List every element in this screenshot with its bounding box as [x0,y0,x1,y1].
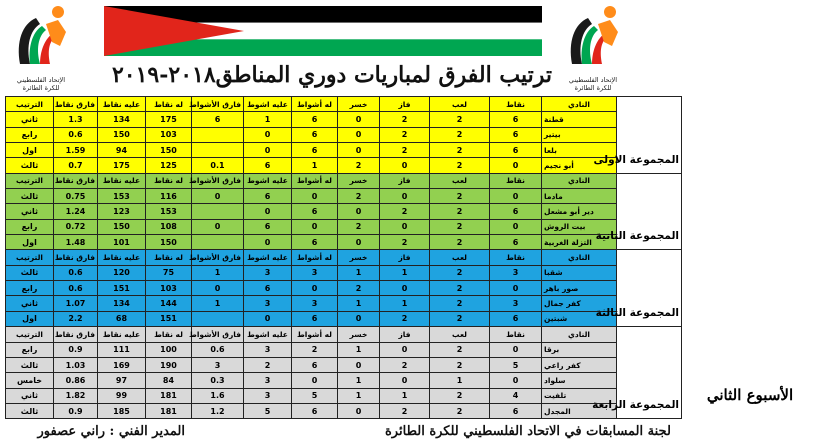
column-header: لعب [430,97,490,112]
stat-cell: 6 [244,189,292,204]
table-row [6,204,682,219]
team-name-cell: برقا [542,342,617,357]
stat-cell: 0 [338,204,380,219]
table-row [6,373,682,388]
group-header-row [6,97,682,112]
team-name-cell: المجدل [542,403,617,418]
stat-cell: ثالث [6,265,54,280]
stat-cell: 94 [98,143,146,158]
stat-cell: 0.9 [54,342,98,357]
stat-cell: 2 [338,189,380,204]
stat-cell: 0 [244,127,292,142]
table-row [6,127,682,142]
stat-cell: 1.2 [192,403,244,418]
stat-cell: 3 [244,265,292,280]
stat-cell: 6 [490,204,542,219]
table-row [6,158,682,173]
stat-cell: 1 [244,112,292,127]
stat-cell: 6 [490,112,542,127]
team-name-cell: سلواد [542,373,617,388]
team-name-cell: كفر راعي [542,357,617,372]
group-header-row [6,327,682,342]
stat-cell [192,235,244,250]
column-header: له نقاط [146,250,192,265]
column-header: النادي [542,250,617,265]
stat-cell: 103 [146,127,192,142]
stat-cell: 0.72 [54,219,98,234]
stat-cell: 6 [292,357,338,372]
stat-cell: 6 [292,112,338,127]
column-header: النادي [542,97,617,112]
group-label-cell: المجموعة الاولى [617,97,682,174]
stat-cell: 6 [490,235,542,250]
stat-cell: 6 [244,219,292,234]
stat-cell: 0.6 [54,265,98,280]
column-header: فارق الأشواط [192,173,244,188]
stat-cell: 2 [380,112,430,127]
stat-cell: 111 [98,342,146,357]
stat-cell: 6 [292,127,338,142]
stat-cell: 0.6 [192,342,244,357]
stat-cell: 185 [98,403,146,418]
stat-cell: 151 [146,311,192,326]
stat-cell: 6 [292,143,338,158]
stat-cell: 5 [292,388,338,403]
team-name-cell: بيتير [542,127,617,142]
stat-cell: 3 [244,388,292,403]
stat-cell: 2 [380,127,430,142]
team-name-cell: تلفيت [542,388,617,403]
team-name-cell: كفر جمال [542,296,617,311]
stat-cell: 2 [430,311,490,326]
stat-cell: رابع [6,127,54,142]
stat-cell: 2 [430,127,490,142]
stat-cell: 1 [380,265,430,280]
column-header: خسر [338,327,380,342]
stat-cell: 134 [98,112,146,127]
stat-cell: 2 [338,281,380,296]
column-header: نقاط [490,250,542,265]
stat-cell: 2 [338,219,380,234]
stat-cell: 0 [292,189,338,204]
stat-cell: 3 [244,342,292,357]
stat-cell: 2 [430,158,490,173]
stat-cell: 2 [380,235,430,250]
team-name-cell: بلعا [542,143,617,158]
column-header: له نقاط [146,327,192,342]
stat-cell: 68 [98,311,146,326]
team-name-cell: التزلة الغربية [542,235,617,250]
stat-cell: 2 [292,342,338,357]
stat-cell: رابع [6,219,54,234]
stat-cell: 103 [146,281,192,296]
stat-cell: 75 [146,265,192,280]
stat-cell: 2 [430,357,490,372]
team-name-cell: شقبا [542,265,617,280]
stat-cell: 0 [338,112,380,127]
stat-cell: 2 [430,388,490,403]
column-header: فارق نقاط [54,250,98,265]
column-header: عليه اشوط [244,250,292,265]
stat-cell: 108 [146,219,192,234]
column-header: فاز [380,250,430,265]
stat-cell: 0.6 [54,127,98,142]
column-header: الترتيب [6,97,54,112]
stat-cell: 1 [192,296,244,311]
stat-cell [192,204,244,219]
stat-cell: 0.75 [54,189,98,204]
stat-cell: 0 [338,357,380,372]
stat-cell: 0.1 [192,158,244,173]
table-row [6,311,682,326]
stat-cell: 0 [192,219,244,234]
team-name-cell: دير أبو مشعل [542,204,617,219]
stat-cell: اول [6,235,54,250]
stat-cell: 0.7 [54,158,98,173]
page-title: ترتيب الفرق لمباريات دوري المناطق٢٠١٨-٢٠١٩ [111,62,552,88]
stat-cell: خامس [6,373,54,388]
stat-cell: ثاني [6,204,54,219]
stat-cell: 2 [430,219,490,234]
table-row [6,219,682,234]
table-row [6,112,682,127]
team-name-cell: مادما [542,189,617,204]
week-label: الأسبوع الثاني [706,386,794,404]
stat-cell: 2 [380,143,430,158]
stat-cell: 1 [430,373,490,388]
team-name-cell: صور باهر [542,281,617,296]
stat-cell: 0 [338,143,380,158]
column-header: فاز [380,97,430,112]
team-name-cell: قطنة [542,112,617,127]
stat-cell: 0.3 [192,373,244,388]
stat-cell: 2 [380,403,430,418]
stat-cell: 6 [244,281,292,296]
stat-cell: 150 [98,219,146,234]
stat-cell [192,143,244,158]
stat-cell: 99 [98,388,146,403]
column-header: نقاط [490,327,542,342]
stat-cell: 0 [380,189,430,204]
stat-cell: 6 [192,112,244,127]
column-header: لعب [430,250,490,265]
stat-cell [192,127,244,142]
palestine-flag [104,6,542,56]
stat-cell: 2 [430,403,490,418]
stat-cell: 2 [430,204,490,219]
stat-cell: 1.24 [54,204,98,219]
stat-cell: 0 [292,281,338,296]
table-row [6,403,682,418]
stat-cell: 123 [98,204,146,219]
stat-cell: ثالث [6,158,54,173]
stat-cell: 0 [338,127,380,142]
column-header: عليه نقاط [98,327,146,342]
column-header: له نقاط [146,97,192,112]
stat-cell: 6 [292,235,338,250]
stat-cell: 97 [98,373,146,388]
stat-cell: 5 [244,403,292,418]
stat-cell: 120 [98,265,146,280]
column-header: فارق نقاط [54,173,98,188]
stat-cell: 0 [244,311,292,326]
stat-cell: رابع [6,342,54,357]
stat-cell: 0.86 [54,373,98,388]
stat-cell: اول [6,311,54,326]
stat-cell: 1.07 [54,296,98,311]
table-row [6,357,682,372]
stat-cell [192,311,244,326]
stat-cell: 1 [292,158,338,173]
federation-logo-left [6,2,76,92]
stat-cell: 4 [490,388,542,403]
stat-cell: 3 [490,296,542,311]
table-row [6,143,682,158]
column-header: عليه نقاط [98,97,146,112]
table-row [6,235,682,250]
stat-cell: 1.48 [54,235,98,250]
stat-cell: 0 [490,342,542,357]
column-header: لعب [430,173,490,188]
stat-cell: 1 [338,388,380,403]
stat-cell: 190 [146,357,192,372]
stat-cell: 153 [98,189,146,204]
stat-cell: 6 [244,158,292,173]
stat-cell: 125 [146,158,192,173]
stat-cell: 2 [430,143,490,158]
stat-cell: 2 [430,281,490,296]
stat-cell: 5 [490,357,542,372]
stat-cell: 144 [146,296,192,311]
table-row [6,296,682,311]
stat-cell: 1.59 [54,143,98,158]
table-row [6,281,682,296]
stat-cell: 1 [380,388,430,403]
stat-cell: 0 [244,204,292,219]
stat-cell: 2 [430,112,490,127]
stat-cell: 3 [292,296,338,311]
column-header: النادي [542,173,617,188]
group-header-row [6,173,682,188]
team-name-cell: أبو نجيم [542,158,617,173]
stat-cell: ثالث [6,357,54,372]
stat-cell: 1.3 [54,112,98,127]
stat-cell: 0 [490,219,542,234]
group-label-cell: المجموعة الثالثة [617,250,682,327]
table-row [6,388,682,403]
column-header: الترتيب [6,173,54,188]
federation-logo-right [558,2,628,92]
column-header: عليه نقاط [98,250,146,265]
column-header: نقاط [490,97,542,112]
stat-cell: 0 [380,342,430,357]
stat-cell: 169 [98,357,146,372]
table-row [6,189,682,204]
team-name-cell: بيت الروش [542,219,617,234]
stat-cell: 0.9 [54,403,98,418]
stat-cell: 150 [146,143,192,158]
stat-cell: 134 [98,296,146,311]
column-header: فارق الأشواط [192,250,244,265]
stat-cell: 0 [338,403,380,418]
stat-cell: 2.2 [54,311,98,326]
table-row [6,342,682,357]
column-header: خسر [338,250,380,265]
stat-cell: 0.6 [54,281,98,296]
stat-cell: 84 [146,373,192,388]
volleyball-player-icon [558,2,628,72]
column-header: فارق الأشواط [192,97,244,112]
stat-cell: 175 [98,158,146,173]
stat-cell: 0 [192,189,244,204]
column-header: فارق الأشواط [192,327,244,342]
stat-cell: 3 [192,357,244,372]
stat-cell: 2 [430,296,490,311]
stat-cell: 1.03 [54,357,98,372]
column-header: فارق نقاط [54,97,98,112]
column-header: نقاط [490,173,542,188]
column-header: عليه نقاط [98,173,146,188]
stat-cell: 2 [244,357,292,372]
stat-cell: 116 [146,189,192,204]
stat-cell: 0 [490,158,542,173]
group-label-cell: المجموعة الرابعة [617,327,682,419]
stat-cell: 153 [146,204,192,219]
column-header: الترتيب [6,250,54,265]
stat-cell: 181 [146,388,192,403]
stat-cell: 3 [244,373,292,388]
column-header: له أشواط [292,97,338,112]
technical-director: المدير الفني : راني عصفور [37,424,185,439]
stat-cell: 1 [338,265,380,280]
logo-caption: الإتحاد الفلسطيني للكرة الطائرة [16,76,66,92]
column-header: فاز [380,327,430,342]
column-header: عليه اشوط [244,97,292,112]
stat-cell: ثاني [6,112,54,127]
standings-table [5,96,682,419]
stat-cell: 181 [146,403,192,418]
team-name-cell: شبتين [542,311,617,326]
stat-cell: 0 [292,373,338,388]
stat-cell: 6 [490,403,542,418]
committee-signature: لجنة المسابقات في الاتحاد الفلسطيني للكرة الطائرة [385,424,671,439]
stat-cell: 175 [146,112,192,127]
table-row [6,265,682,280]
stat-cell: 1.82 [54,388,98,403]
stat-cell: 2 [430,235,490,250]
stat-cell: 3 [244,296,292,311]
stat-cell: 3 [292,265,338,280]
stat-cell: 2 [430,342,490,357]
stat-cell: 150 [146,235,192,250]
stat-cell: 1 [192,265,244,280]
stat-cell: 151 [98,281,146,296]
logo-caption: الإتحاد الفلسطيني للكرة الطائرة [568,76,618,92]
column-header: لعب [430,327,490,342]
column-header: عليه اشوط [244,173,292,188]
stat-cell: 2 [338,158,380,173]
column-header: فارق نقاط [54,327,98,342]
stat-cell: 0 [380,219,430,234]
column-header: له نقاط [146,173,192,188]
stat-cell: 2 [380,204,430,219]
column-header: عليه اشوط [244,327,292,342]
stat-cell: 6 [490,311,542,326]
column-header: خسر [338,97,380,112]
stat-cell: 1 [380,296,430,311]
stat-cell: 6 [490,127,542,142]
stat-cell: رابع [6,281,54,296]
stat-cell: ثالث [6,189,54,204]
stat-cell: 2 [380,311,430,326]
stat-cell: 0 [490,373,542,388]
stat-cell: 0 [380,158,430,173]
stat-cell: 0 [292,219,338,234]
column-header: فاز [380,173,430,188]
stat-cell: 3 [490,265,542,280]
column-header: الترتيب [6,327,54,342]
stat-cell: اول [6,143,54,158]
volleyball-player-icon [6,2,76,72]
stat-cell: 0 [490,281,542,296]
column-header: النادي [542,327,617,342]
stat-cell: 1 [338,342,380,357]
stat-cell: 1 [338,373,380,388]
column-header: له أشواط [292,250,338,265]
stat-cell: 0 [244,143,292,158]
stat-cell: 101 [98,235,146,250]
stat-cell: 0 [244,235,292,250]
stat-cell: 6 [292,403,338,418]
stat-cell: ثاني [6,296,54,311]
stat-cell: 2 [380,357,430,372]
group-header-row [6,250,682,265]
stat-cell: 100 [146,342,192,357]
group-label-cell: المجموعة الثانية [617,173,682,250]
stat-cell: 6 [490,143,542,158]
stat-cell: 150 [98,127,146,142]
stat-cell: 6 [292,311,338,326]
column-header: له أشواط [292,327,338,342]
stat-cell: 1 [338,296,380,311]
stat-cell: 6 [292,204,338,219]
stat-cell: 0 [192,281,244,296]
stat-cell: ثالث [6,403,54,418]
stat-cell: 0 [338,311,380,326]
stat-cell: 0 [338,235,380,250]
stat-cell: 0 [490,189,542,204]
stat-cell: 0 [380,373,430,388]
column-header: خسر [338,173,380,188]
stat-cell: 2 [430,265,490,280]
stat-cell: 2 [430,189,490,204]
stat-cell: 1.6 [192,388,244,403]
stat-cell: 0 [380,281,430,296]
column-header: له أشواط [292,173,338,188]
stat-cell: ثاني [6,388,54,403]
